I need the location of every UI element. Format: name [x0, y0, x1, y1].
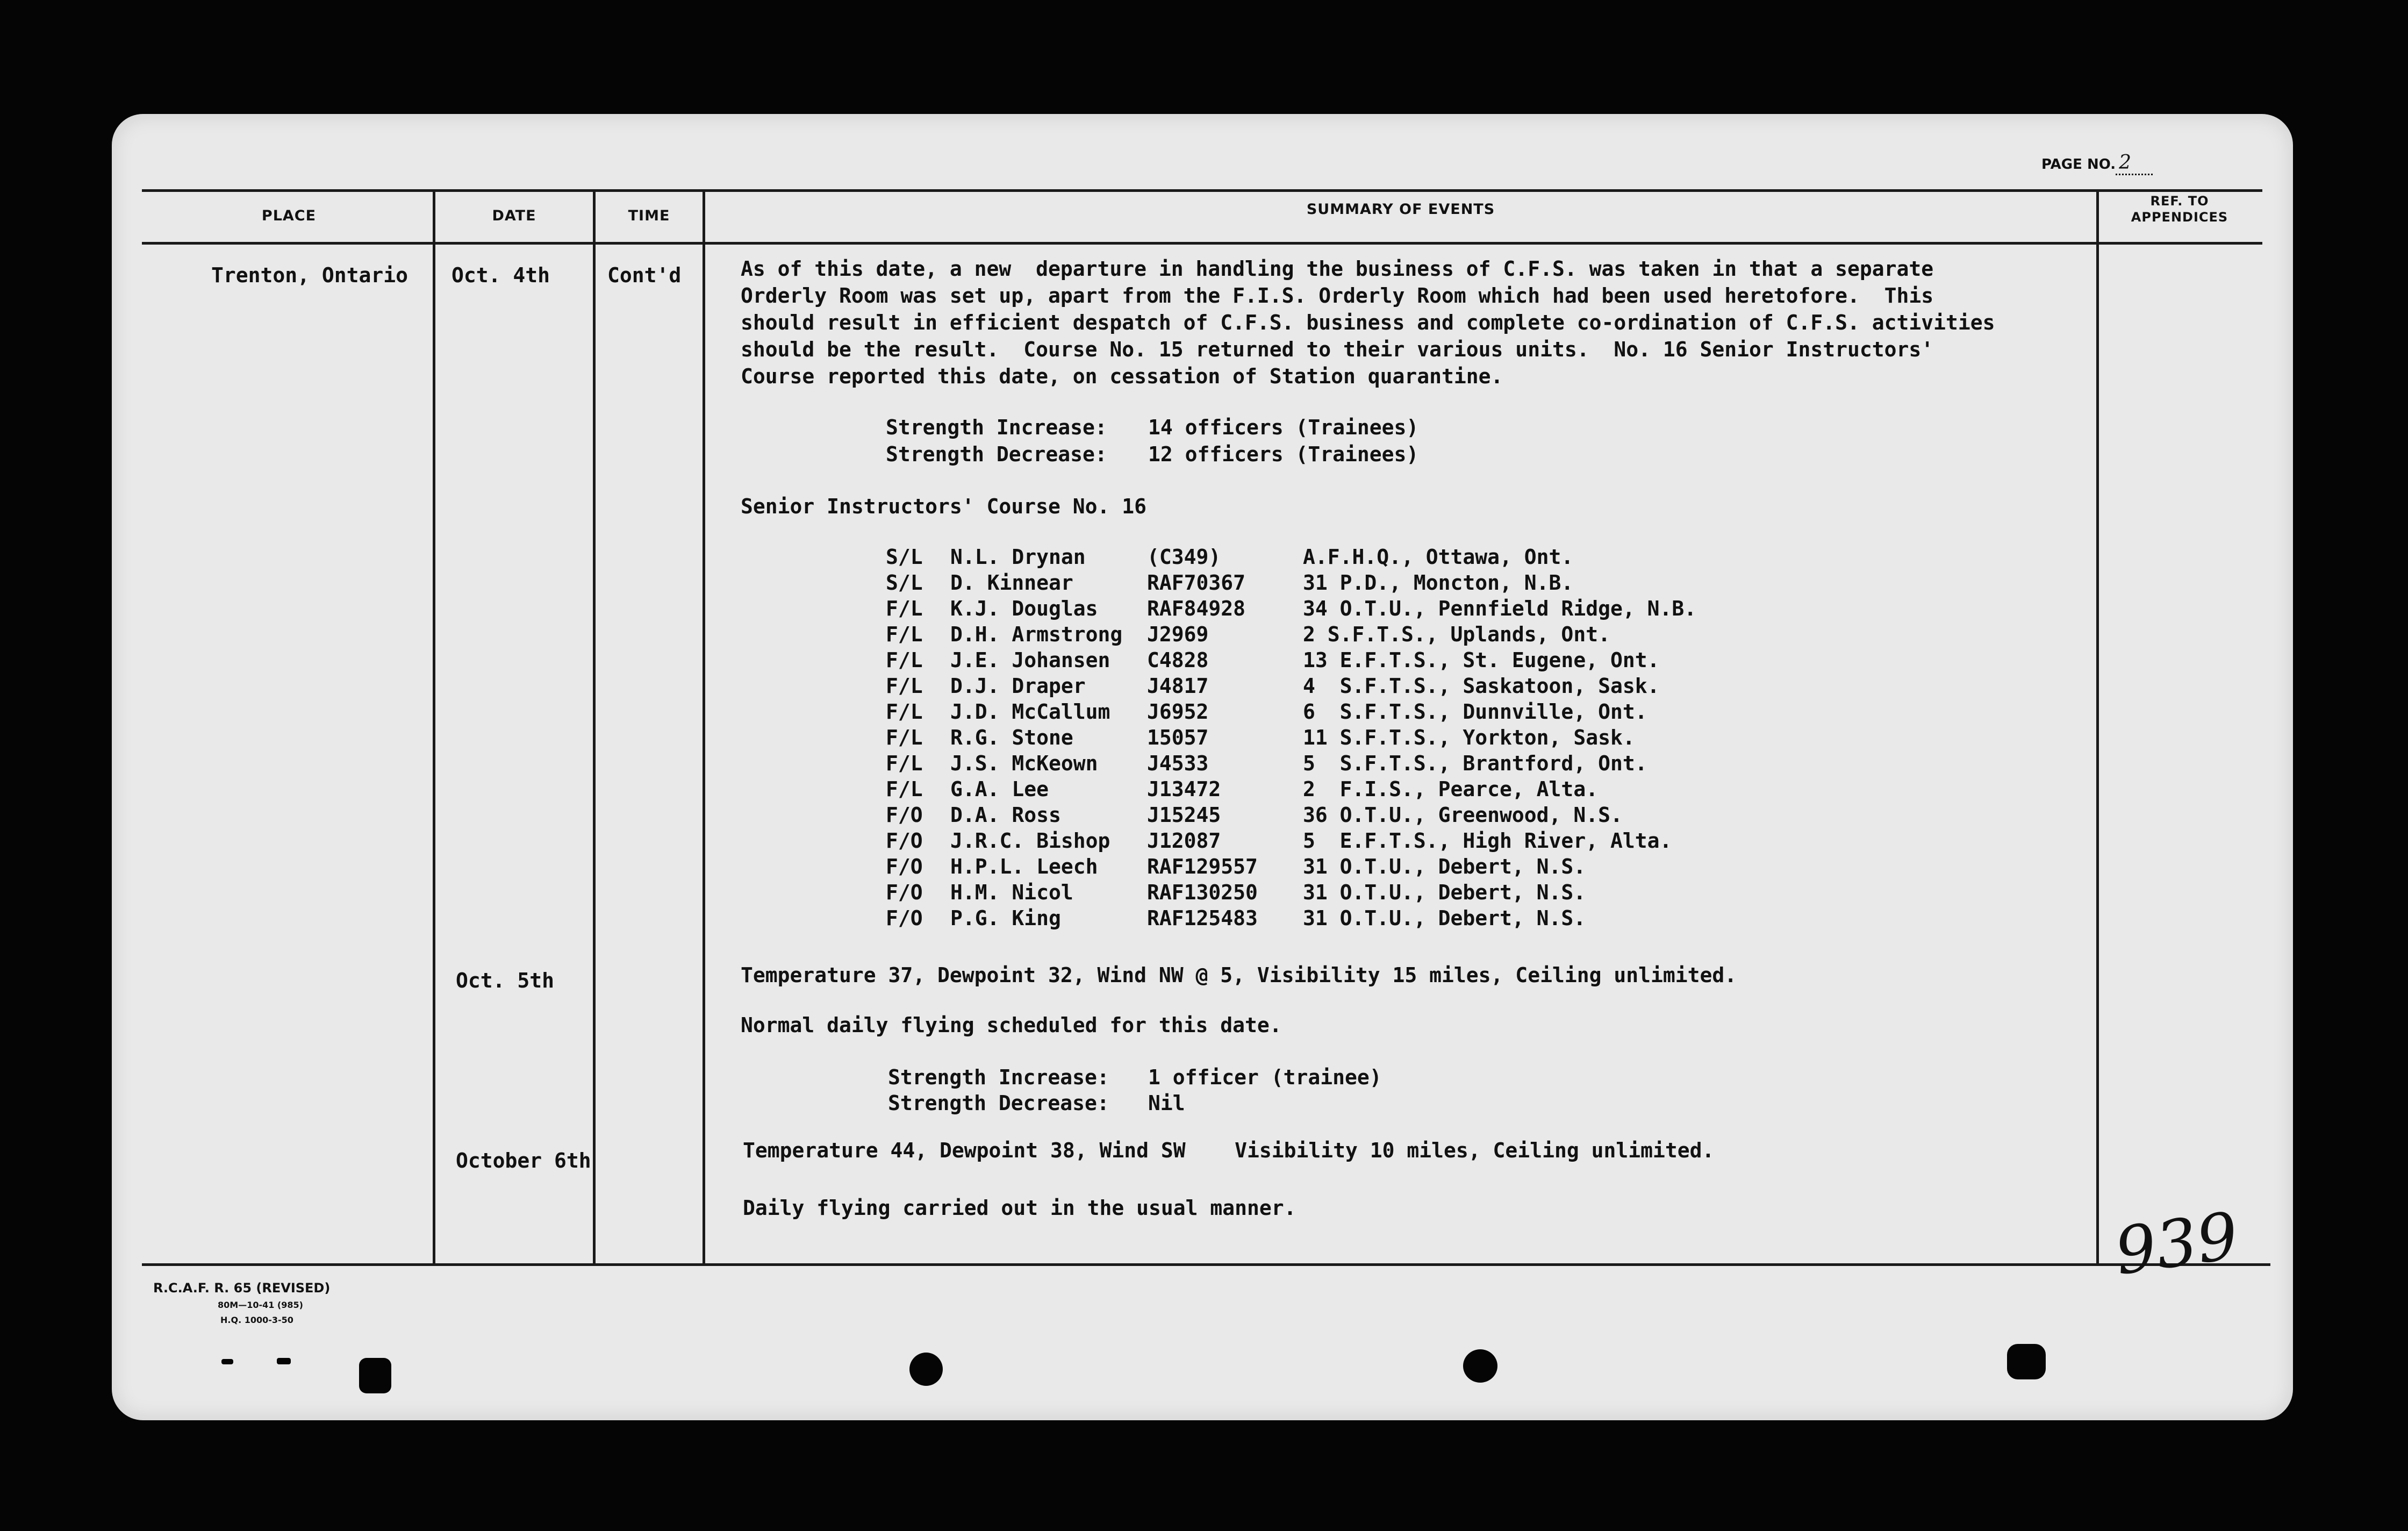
roster-unit: 4 S.F.T.S., Saskatoon, Sask. [1303, 674, 1660, 698]
punch-mark [277, 1358, 291, 1364]
roster-rank: F/O [886, 855, 923, 878]
roster-row [886, 854, 1696, 879]
table-bottom-rule [142, 1263, 2270, 1266]
roster-service-number: RAF129557 [1147, 855, 1258, 878]
punch-hole [909, 1353, 943, 1386]
roster-rank: F/O [886, 829, 923, 853]
roster-service-number: RAF130250 [1147, 881, 1258, 904]
column-header-ref-line1: REF. TO [2150, 194, 2209, 209]
roster-name: D.J. Draper [950, 674, 1086, 698]
strength-row [888, 1090, 1382, 1116]
punch-mark [221, 1359, 233, 1364]
roster-unit: A.F.H.Q., Ottawa, Ont. [1303, 545, 1574, 569]
strength-label: Strength Decrease: [888, 1091, 1109, 1115]
roster-row [886, 725, 1696, 750]
date-cell-oct6: October 6th [456, 1149, 591, 1172]
roster-service-number: J2969 [1147, 623, 1209, 646]
roster-service-number: J13472 [1147, 777, 1221, 801]
roster-row [886, 570, 1696, 596]
roster-unit: 31 O.T.U., Debert, N.S. [1303, 906, 1586, 930]
strength-row [888, 1064, 1382, 1090]
roster-row [886, 673, 1696, 699]
strength-block-oct4 [886, 414, 1418, 468]
roster-service-number: C4828 [1147, 648, 1209, 672]
strength-value: 14 officers (Trainees) [1148, 416, 1419, 439]
form-identifier-line3: H.Q. 1000-3-50 [220, 1315, 293, 1325]
roster-rank: F/L [886, 700, 923, 724]
roster-name: G.A. Lee [950, 777, 1049, 801]
column-divider-summary [2096, 191, 2099, 1265]
strength-row [886, 441, 1418, 468]
summary-paragraph [741, 255, 1995, 390]
roster-unit: 13 E.F.T.S., St. Eugene, Ont. [1303, 648, 1660, 672]
roster-row [886, 544, 1696, 570]
strength-block-oct5 [888, 1064, 1382, 1116]
roster-unit: 11 S.F.T.S., Yorkton, Sask. [1303, 726, 1635, 749]
table-top-rule [142, 189, 2262, 192]
roster-row [886, 647, 1696, 673]
roster-rank: S/L [886, 545, 923, 569]
roster-service-number: (C349) [1147, 545, 1221, 569]
form-identifier-line2: 80M—10-41 (985) [218, 1300, 303, 1310]
roster-service-number: 15057 [1147, 726, 1209, 749]
roster-row [886, 802, 1696, 828]
header-bottom-rule [142, 242, 2262, 245]
page-number-label [2041, 152, 2153, 174]
strength-label: Strength Increase: [888, 1065, 1109, 1089]
roster-unit: 5 S.F.T.S., Brantford, Ont. [1303, 752, 1647, 775]
roster-name: N.L. Drynan [950, 545, 1086, 569]
roster-rank: F/O [886, 803, 923, 827]
paragraph-line: should result in efficient despatch of C.F.S. business and complete co-ordination of C.F.S. activities [741, 311, 1995, 334]
roster-service-number: J15245 [1147, 803, 1221, 827]
strength-label: Strength Increase: [886, 416, 1107, 439]
roster-service-number: RAF84928 [1147, 597, 1246, 620]
roster-rank: F/L [886, 623, 923, 646]
paragraph-line: should be the result. Course No. 15 returned to their various units. No. 16 Senior Instructors' [741, 338, 1934, 361]
weather-report-oct5: Temperature 37, Dewpoint 32, Wind NW @ 5, Visibility 15 miles, Ceiling unlimited. [741, 963, 1737, 987]
roster-service-number: RAF70367 [1147, 571, 1246, 595]
roster-name: K.J. Douglas [950, 597, 1098, 620]
roster-name: D.A. Ross [950, 803, 1061, 827]
column-divider-date [593, 191, 596, 1265]
roster-unit: 5 E.F.T.S., High River, Alta. [1303, 829, 1672, 853]
flying-note-oct6: Daily flying carried out in the usual manner. [743, 1196, 1296, 1220]
roster-unit: 31 P.D., Moncton, N.B. [1303, 571, 1574, 595]
form-identifier-line1: R.C.A.F. R. 65 (REVISED) [153, 1280, 331, 1296]
weather-report-oct6: Temperature 44, Dewpoint 38, Wind SW Visibility 10 miles, Ceiling unlimited. [743, 1139, 1715, 1162]
handwritten-folio-number: 939 [2110, 1198, 2243, 1290]
roster-row [886, 699, 1696, 725]
roster-rank: F/L [886, 726, 923, 749]
roster-service-number: J12087 [1147, 829, 1221, 853]
place-cell: Trenton, Ontario [211, 263, 408, 287]
roster-rank: F/L [886, 674, 923, 698]
roster-name: P.G. King [950, 906, 1061, 930]
strength-label: Strength Decrease: [886, 442, 1107, 466]
roster-name: J.E. Johansen [950, 648, 1110, 672]
punch-hole [2007, 1344, 2046, 1379]
paragraph-line: Course reported this date, on cessation of Station quarantine. [741, 364, 1503, 388]
column-header-summary: SUMMARY OF EVENTS [1306, 201, 1495, 218]
punch-hole [1463, 1349, 1497, 1383]
roster-row [886, 621, 1696, 647]
roster-service-number: J4817 [1147, 674, 1209, 698]
date-cell-oct5: Oct. 5th [456, 969, 555, 992]
roster-name: J.S. McKeown [950, 752, 1098, 775]
roster-rank: S/L [886, 571, 923, 595]
roster-rank: F/L [886, 597, 923, 620]
roster-unit: 2 F.I.S., Pearce, Alta. [1303, 777, 1599, 801]
column-header-date: DATE [492, 208, 536, 224]
roster-service-number: J6952 [1147, 700, 1209, 724]
column-divider-time [703, 191, 705, 1265]
date-cell-oct4: Oct. 4th [452, 263, 550, 287]
roster-service-number: J4533 [1147, 752, 1209, 775]
column-header-ref-line2: APPENDICES [2131, 210, 2228, 225]
roster-rank: F/L [886, 648, 923, 672]
roster-name: D.H. Armstrong [950, 623, 1123, 646]
roster-name: D. Kinnear [950, 571, 1073, 595]
roster-rank: F/L [886, 777, 923, 801]
strength-value: 1 officer (trainee) [1148, 1065, 1382, 1089]
roster-unit: 6 S.F.T.S., Dunnville, Ont. [1303, 700, 1647, 724]
roster-unit: 2 S.F.T.S., Uplands, Ont. [1303, 623, 1610, 646]
page-number-value: 2 [2116, 152, 2153, 175]
roster-name: R.G. Stone [950, 726, 1073, 749]
strength-row [886, 414, 1418, 441]
flying-note-oct5: Normal daily flying scheduled for this date. [741, 1013, 1282, 1037]
roster-name: H.P.L. Leech [950, 855, 1098, 878]
roster-row [886, 596, 1696, 621]
roster-row [886, 750, 1696, 776]
column-header-place: PLACE [261, 208, 317, 224]
roster-unit: 36 O.T.U., Greenwood, N.S. [1303, 803, 1623, 827]
roster-rank: F/O [886, 881, 923, 904]
column-divider-place [433, 191, 435, 1265]
roster-row [886, 879, 1696, 905]
page-number-caption: PAGE NO. [2041, 156, 2116, 173]
column-header-time: TIME [628, 208, 670, 224]
course-roster [886, 544, 1696, 931]
time-cell-contd: Cont'd [607, 263, 682, 287]
paragraph-line: As of this date, a new departure in handling the business of C.F.S. was taken in that a separate [741, 257, 1934, 281]
roster-name: J.R.C. Bishop [950, 829, 1110, 853]
roster-unit: 31 O.T.U., Debert, N.S. [1303, 881, 1586, 904]
roster-rank: F/O [886, 906, 923, 930]
punch-hole [359, 1358, 391, 1393]
roster-unit: 34 O.T.U., Pennfield Ridge, N.B. [1303, 597, 1697, 620]
roster-unit: 31 O.T.U., Debert, N.S. [1303, 855, 1586, 878]
roster-service-number: RAF125483 [1147, 906, 1258, 930]
roster-name: H.M. Nicol [950, 881, 1073, 904]
strength-value: 12 officers (Trainees) [1148, 442, 1419, 466]
roster-rank: F/L [886, 752, 923, 775]
roster-row [886, 776, 1696, 802]
paragraph-line: Orderly Room was set up, apart from the F.I.S. Orderly Room which had been used heretofore. This [741, 284, 1934, 307]
course-heading: Senior Instructors' Course No. 16 [741, 495, 1146, 518]
strength-value: Nil [1148, 1091, 1185, 1115]
roster-row [886, 828, 1696, 854]
roster-row [886, 905, 1696, 931]
roster-name: J.D. McCallum [950, 700, 1110, 724]
